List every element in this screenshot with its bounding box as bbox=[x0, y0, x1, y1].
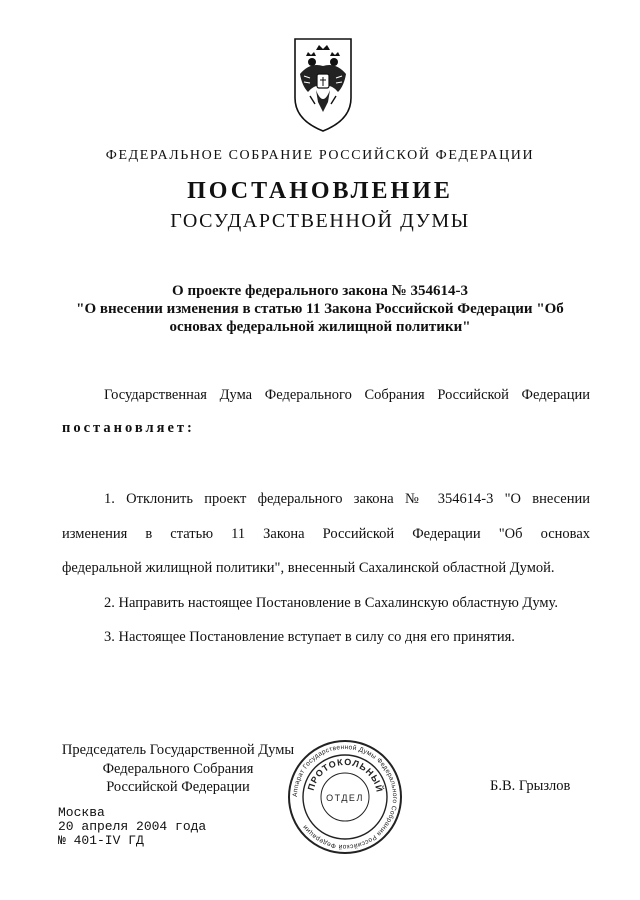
item-3: 3. Настоящее Постановление вступает в силу со дня его принятия. bbox=[104, 629, 515, 645]
preamble-text: Государственная Дума Федерального Собрания Российской Федерации bbox=[104, 387, 590, 403]
signatory-title-line-3: Российской Федерации bbox=[106, 779, 250, 795]
date-of-signing: 20 апреля 2004 года bbox=[58, 819, 207, 834]
bill-title-line-1: О проекте федерального закона № 354614-3 bbox=[172, 283, 468, 299]
bill-title-line-2: "О внесении изменения в статью 11 Закона Российской Федерации "Об bbox=[76, 301, 564, 317]
item-1-line-1: 1. Отклонить проект федерального закона № 354614-3 "О внесении bbox=[104, 491, 590, 507]
decrees-word: постановляет: bbox=[62, 420, 195, 436]
item-1-line-3: федеральной жилищной политики", внесенный Сахалинской областной Думой. bbox=[62, 560, 555, 576]
coat-of-arms-emblem bbox=[292, 36, 354, 134]
signatory-name: Б.В. Грызлов bbox=[490, 778, 571, 794]
document-type-title: ПОСТАНОВЛЕНИЕ bbox=[187, 178, 453, 204]
issuing-body-title: ГОСУДАРСТВЕННОЙ ДУМЫ bbox=[170, 210, 470, 232]
stamp-inner-text: ПРОТОКОЛЬНЫЙ bbox=[305, 756, 385, 794]
svg-text:ПРОТОКОЛЬНЫЙ bbox=[306, 757, 386, 794]
official-stamp bbox=[286, 738, 404, 856]
bill-title-line-3: основах федеральной жилищной политики" bbox=[169, 319, 471, 335]
item-1-line-2: изменения в статью 11 Закона Российской Федерации "Об основах bbox=[62, 526, 590, 542]
signatory-title-line-2: Федерального Собрания bbox=[102, 761, 254, 777]
item-2: 2. Направить настоящее Постановление в Сахалинскую областную Думу. bbox=[104, 595, 558, 611]
place-of-signing: Москва bbox=[58, 805, 105, 820]
stamp-center-text: ОТДЕЛ bbox=[326, 793, 364, 803]
assembly-heading: ФЕДЕРАЛЬНОЕ СОБРАНИЕ РОССИЙСКОЙ ФЕДЕРАЦИИ bbox=[105, 148, 535, 163]
resolution-number: № 401-IV ГД bbox=[58, 833, 144, 848]
stamp-outer-text: Аппарат Государственной Думы Федерального Собрания Российской Федерации bbox=[291, 743, 399, 851]
signatory-title-line-1: Председатель Государственной Думы bbox=[61, 742, 295, 758]
